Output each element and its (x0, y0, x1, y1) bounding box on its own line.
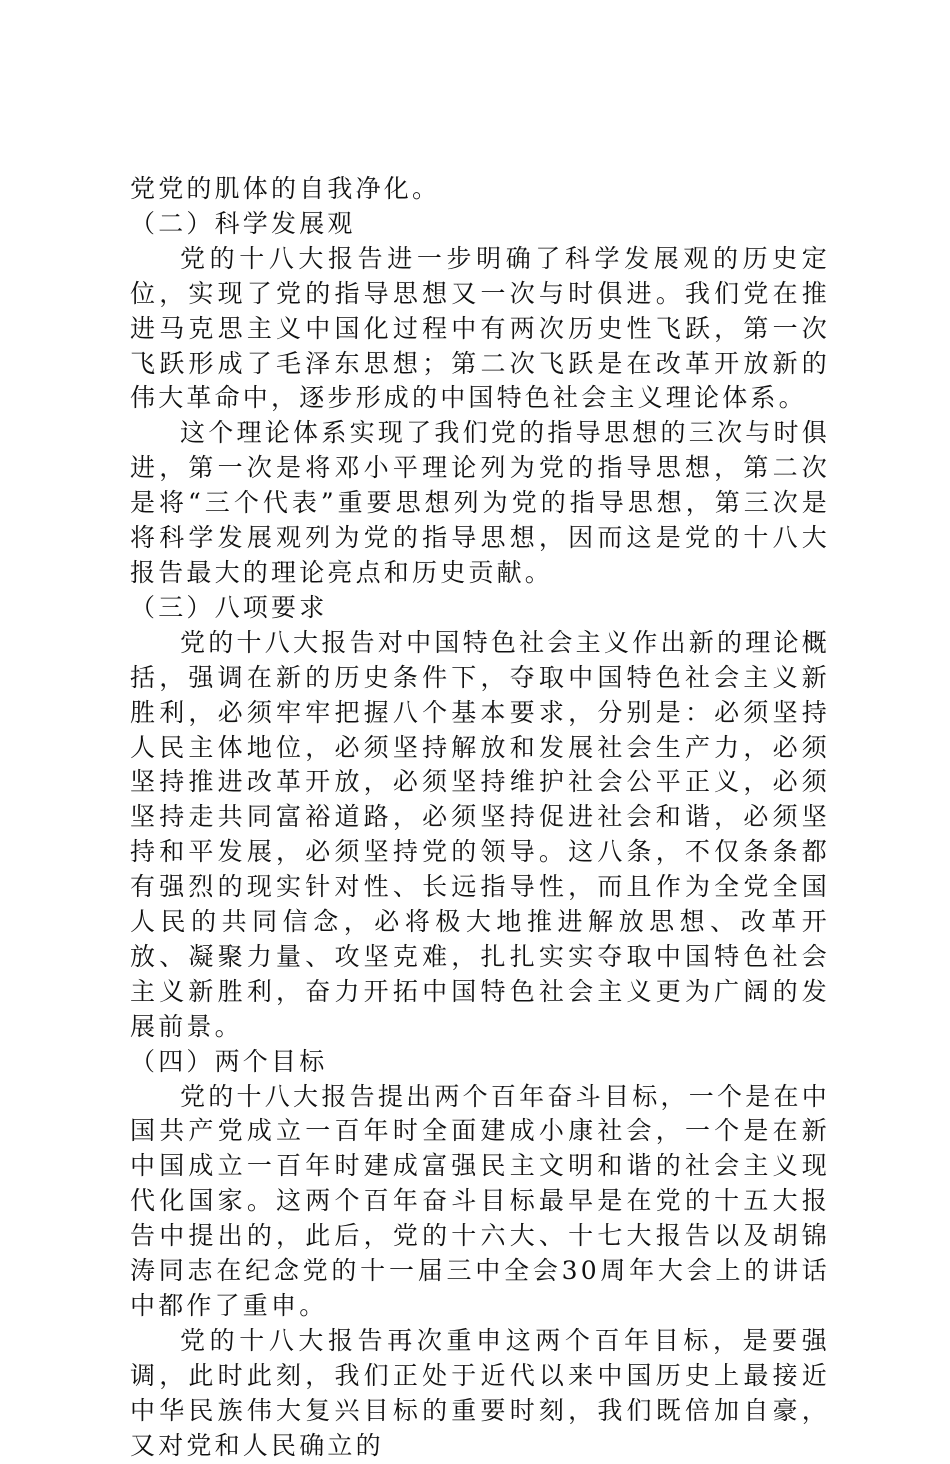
continuation-paragraph: 党党的肌体的自我净化。 (130, 174, 441, 203)
body-paragraph: 党的十八大报告对中国特色社会主义作出新的理论概括，强调在新的历史条件下，夺取中国特色社会主义新胜利，必须牢牢把握八个基本要求，分别是：必须坚持人民主体地位，必须坚持解放和发展社会生产力，必须坚持推进改革开放，必须坚持维护社会公平正义，必须坚持走共同富裕道路，必须坚持促进社会和谐，必须坚持和平发展，必须坚持党的领导。这八条，不仅条条都有强烈的现实针对性、长远指导性，而且作为全党全国人民的共同信念，必将极大地推进解放思想、改革开放、凝聚力量、攻坚克难，扎扎实实夺取中国特色社会主义新胜利，奋力开拓中国特色社会主义更为广阔的发展前景。 (130, 627, 830, 1041)
section-heading-eight-requirements: （三）八项要求 (130, 592, 328, 622)
body-paragraph: 党的十八大报告提出两个百年奋斗目标，一个是在中国共产党成立一百年时全面建成小康社会，一个是在新中国成立一百年时建成富强民主文明和谐的社会主义现代化国家。这两个百年奋斗目标最早是在党的十五大报告中提出的，此后，党的十六大、十七大报告以及胡锦涛同志在纪念党的十一届三中全会30周年大会上的讲话中都作了重申。 (130, 1081, 830, 1320)
body-paragraph: 这个理论体系实现了我们党的指导思想的三次与时俱进，第一次是将邓小平理论列为党的指导思想，第二次是将“三个代表”重要思想列为党的指导思想，第三次是将科学发展观列为党的指导思想，因而这是党的十八大报告最大的理论亮点和历史贡献。 (130, 418, 830, 587)
document-body (130, 172, 830, 1464)
section-heading-two-goals: （四）两个目标 (130, 1046, 328, 1076)
section-heading-scientific-development: （二）科学发展观 (130, 208, 356, 238)
body-paragraph: 党的十八大报告进一步明确了科学发展观的历史定位，实现了党的指导思想又一次与时俱进。我们党在推进马克思主义中国化过程中有两次历史性飞跃，第一次飞跃形成了毛泽东思想；第二次飞跃是在改革开放新的伟大革命中，逐步形成的中国特色社会主义理论体系。 (130, 243, 830, 413)
body-paragraph: 党的十八大报告再次重申这两个百年目标，是要强调，此时此刻，我们正处于近代以来中国历史上最接近中华民族伟大复兴目标的重要时刻，我们既倍加自豪，又对党和人民确立的 (130, 1325, 830, 1460)
